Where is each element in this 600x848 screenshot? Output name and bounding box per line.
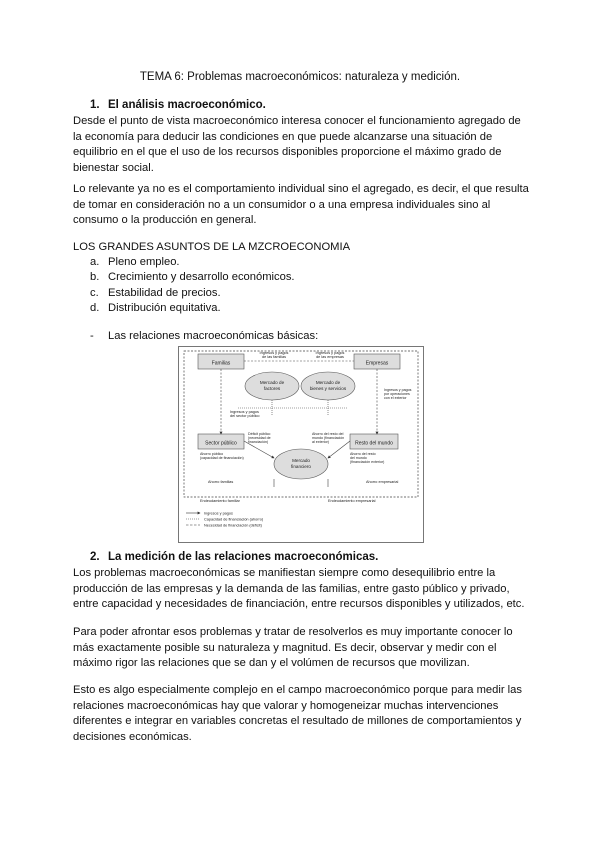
grandes-asuntos-heading: LOS GRANDES ASUNTOS DE LA MZCROECONOMIA — [73, 241, 351, 253]
label-ingresos-empresas: Ingresos y pagos — [315, 351, 345, 355]
text-line: Para poder afrontar esos problemas y tratar de resolverlos es muy importante conocer lo — [73, 626, 513, 638]
section-2-title: La medición de las relaciones macroeconómicas. — [108, 551, 379, 563]
list-item-text: Crecimiento y desarrollo económicos. — [108, 271, 295, 284]
text-line: la economía para deducir las condiciones en que puede alcanzarse una situación de — [73, 130, 493, 143]
mercado-factores-line: factores — [263, 386, 281, 391]
section-1-paragraph-2 — [73, 182, 533, 229]
section-2-number: 2. — [90, 551, 100, 563]
page-title: TEMA 6: Problemas macroeconómicos: naturaleza y medición. — [139, 71, 461, 83]
label-ingresos-exterior: Ingresos y pagos — [384, 388, 412, 392]
mercado-bienes-line: Mercado de — [315, 380, 341, 385]
text-line: relaciones macroeconómicas hay que valorar y homogeneizar muchas intervenciones — [73, 699, 499, 712]
list-item — [90, 301, 295, 316]
section-2-heading — [90, 551, 378, 563]
legend-label: Ingresos y pagos — [204, 511, 233, 516]
label-ahorro-exterior: mundo (financiación — [312, 436, 345, 440]
text-line: Esto es algo especialmente complejo en el campo macroeconómico porque para medir las — [73, 684, 522, 696]
text-line: máximo rigor las relaciones que se dan y el volúmen de recursos que movilizan. — [73, 657, 470, 670]
label-ahorro-exterior: al exterior) — [312, 440, 329, 444]
list-item — [90, 255, 295, 270]
label-endeudamiento-empresarial: Endeudamiento empresarial — [328, 499, 376, 503]
section-2-paragraph-3 — [73, 683, 533, 745]
label-ahorro-publico: (capacidad de financiación) — [200, 456, 244, 460]
label-ahorro-empresarial: Ahorro empresarial — [366, 480, 399, 484]
section-2-paragraph-1 — [73, 566, 533, 613]
label-ahorro-familias: Ahorro familias — [208, 480, 234, 484]
relaciones-item — [90, 330, 318, 342]
list-marker: d. — [90, 301, 100, 314]
text-line: consumo o la producción en general. — [73, 214, 257, 227]
list-marker: b. — [90, 271, 100, 284]
section-1-paragraph-1 — [73, 114, 533, 176]
box-familias-label: Familias — [211, 360, 231, 367]
text-line: Lo relevante ya no es el comportamiento individual sino el agregado, es decir, el que resulta — [73, 183, 529, 195]
text-line: diferentes e integrar en variables concretas el resultado de millones de comportamientos y — [73, 715, 522, 728]
list-item-text: Pleno empleo. — [108, 256, 180, 268]
label-deficit-publico: financiación) — [248, 440, 269, 444]
legend-label: Capacidad de financiación (ahorro) — [204, 517, 264, 522]
text-line: entre capacidad y necesidades de financiación, entre recursos disponibles y utilizados, etc. — [73, 598, 525, 611]
mercado-bienes-line: bienes y servicios — [309, 386, 347, 391]
text-line: producción de las empresas y la demanda de las familias, entre gasto público y privado, — [73, 582, 510, 595]
label-deficit-publico: Déficit público — [248, 432, 271, 436]
relaciones-text: Las relaciones macroeconómicas básicas: — [108, 330, 319, 342]
text-line: más exactamente posible su naturaleza y magnitud. Es decir, observar y medir con el — [73, 641, 497, 654]
text-line: Los problemas macroeconómicas se manifiestan siempre como desequilibrio entre la — [73, 567, 496, 579]
section-1-number: 1. — [90, 99, 100, 111]
mercado-financiero-line: Mercado — [292, 458, 310, 463]
label-deficit-publico: (necesidad de — [248, 436, 271, 440]
mercado-financiero-line: financiero — [291, 464, 311, 469]
label-ahorro-publico: Ahorro público — [200, 452, 224, 456]
section-1-title: El análisis macroeconómico. — [108, 99, 266, 111]
label-ingresos-empresas: de las empresas — [316, 355, 344, 359]
section-2-paragraph-2 — [73, 625, 533, 672]
label-ingresos-sector: Ingresos y pagos — [230, 410, 259, 414]
mercado-factores-line: Mercado de — [259, 380, 285, 385]
text-line: equilibrio en el que el uso de los recursos disponibles proporcione el máximo grado de — [73, 146, 502, 159]
label-endeudamiento-familiar: Endeudamiento familiar — [200, 499, 240, 503]
box-empresas-label: Empresas — [365, 360, 389, 367]
legend-label: Necesidad de financiación (déficit) — [204, 523, 262, 528]
label-ingresos-exterior: con el exterior — [384, 396, 407, 400]
list-item — [90, 270, 295, 285]
label-ahorro-mundo: Ahorro del resto — [350, 452, 376, 456]
list-item — [90, 286, 295, 301]
text-line: bienestar social. — [73, 161, 154, 174]
text-line: de tomar en consideración no a un consumidor o a una empresa individuales sino al — [73, 198, 491, 211]
list-marker: a. — [90, 256, 100, 268]
section-1-heading — [90, 99, 266, 111]
macroeconomic-relations-diagram — [178, 346, 424, 543]
label-ahorro-mundo: del mundo — [350, 456, 367, 460]
dash-marker: - — [90, 330, 94, 342]
list-item-text: Estabilidad de precios. — [108, 286, 221, 299]
label-ingresos-familias: Ingresos y pagos — [259, 351, 289, 355]
label-ahorro-mundo: (financiación exterior) — [350, 460, 385, 464]
text-line: decisiones económicas. — [73, 730, 192, 743]
text-line: Desde el punto de vista macroeconómico interesa conocer el funcionamiento agregado de — [73, 115, 521, 127]
label-ingresos-exterior: por operaciones — [384, 392, 410, 396]
box-resto-mundo-label: Resto del mundo — [355, 440, 393, 447]
label-ingresos-familias: de las familias — [261, 355, 287, 359]
box-sector-publico-label: Sector público — [205, 440, 237, 447]
list-marker: c. — [90, 286, 99, 299]
label-ingresos-sector: del sector público — [230, 414, 260, 418]
list-item-text: Distribución equitativa. — [108, 301, 221, 314]
label-ahorro-exterior: Ahorro del resto del — [312, 432, 344, 436]
grandes-asuntos-list — [90, 255, 295, 316]
